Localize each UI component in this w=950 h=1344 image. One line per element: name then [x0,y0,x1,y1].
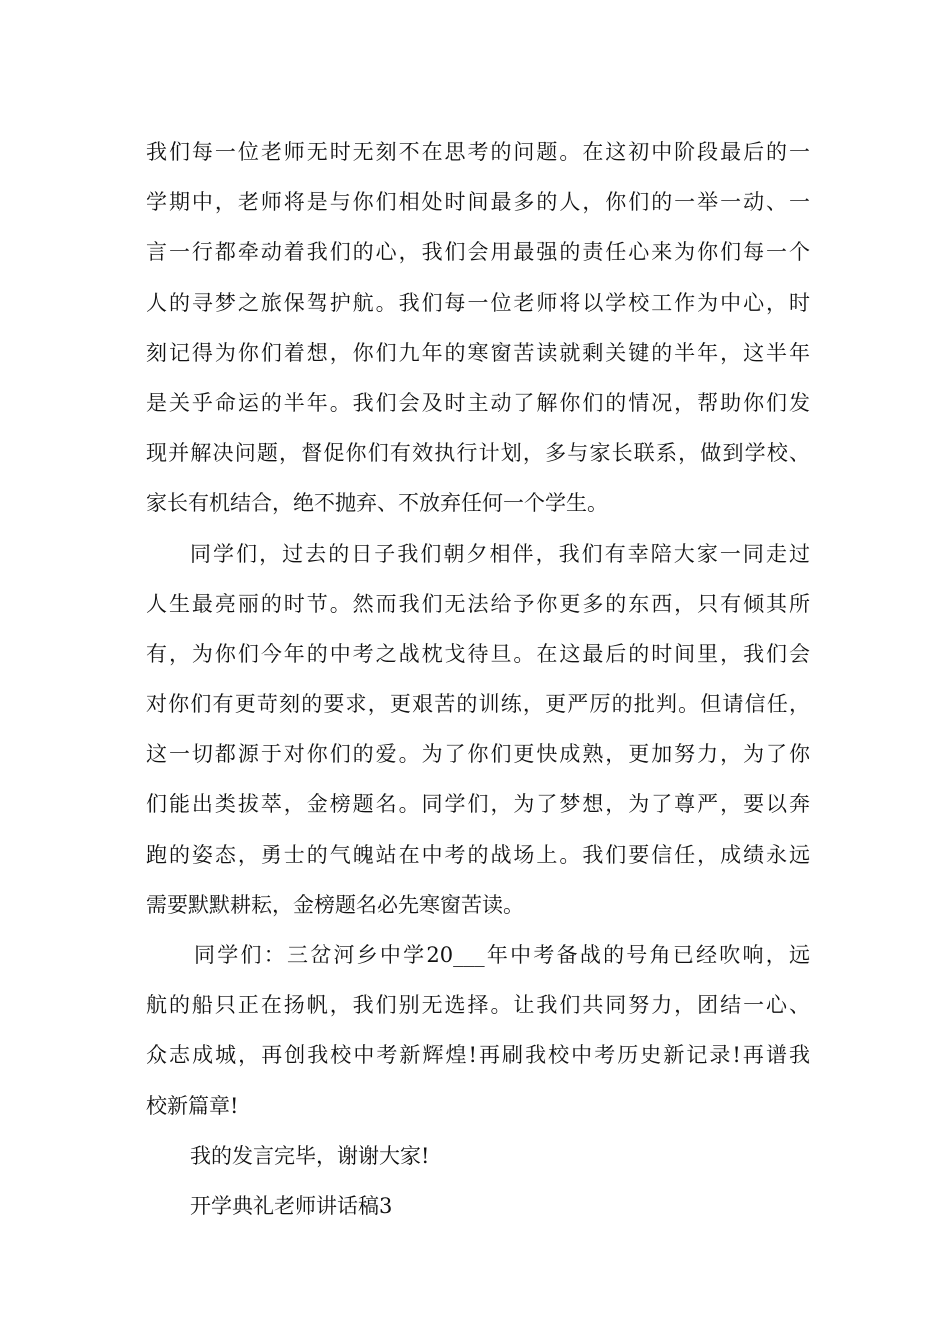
text-line: 这一切都源于对你们的爱。为了你们更快成熟，更加努力，为了你 [146,742,810,767]
text-line: 对你们有更苛刻的要求，更艰苦的训练，更严厉的批判。但请信任， [146,692,810,717]
text-line: 是关乎命运的半年。我们会及时主动了解你们的情况，帮助你们发 [146,390,810,415]
text-line: 们能出类拔萃，金榜题名。同学们，为了梦想，为了尊严，要以奔 [146,792,810,817]
paragraph-3 [146,930,810,1131]
text-line: 人的寻梦之旅保驾护航。我们每一位老师将以学校工作为中心，时 [146,290,810,315]
text-line: 需要默默耕耘，金榜题名必先寒窗苦读。 [146,892,524,917]
paragraph-2 [146,529,810,931]
text-line: 我们每一位老师无时无刻不在思考的问题。在这初中阶段最后的一 [146,140,810,164]
paragraph-4 [146,1131,810,1181]
text-line: 现并解决问题，督促你们有效执行计划，多与家长联系，做到学校、 [146,441,810,466]
text-line: 家长有机结合，绝不抛弃、不放弃任何一个学生。 [146,491,608,516]
paragraph-5-heading [146,1181,810,1231]
text-line: 我的发言完毕，谢谢大家! [190,1143,430,1168]
text-line: 跑的姿态，勇士的气魄站在中考的战场上。我们要信任，成绩永远 [146,842,810,867]
text-line: 校新篇章! [146,1093,239,1118]
document-body [146,127,810,1231]
text-line: 刻记得为你们着想，你们九年的寒窗苦读就剩关键的半年，这半年 [146,340,810,365]
text-line: 众志成城，再创我校中考新辉煌!再刷我校中考历史新记录!再谱我 [146,1043,810,1068]
text-line: 航的船只正在扬帆，我们别无选择。让我们共同努力，团结一心、 [146,993,810,1018]
paragraph-1 [146,127,810,529]
text-line: 同学们，过去的日子我们朝夕相伴，我们有幸陪大家一同走过 [190,541,810,566]
text-line: 学期中，老师将是与你们相处时间最多的人，你们的一举一动、一 [146,190,810,215]
text-line: 有，为你们今年的中考之战枕戈待旦。在这最后的时间里，我们会 [146,641,810,666]
text-line: 同学们：三岔河乡中学20___年中考备战的号角已经吹响，远 [194,943,810,967]
text-line: 人生最亮丽的时节。然而我们无法给予你更多的东西，只有倾其所 [146,591,810,616]
section-heading: 开学典礼老师讲话稿3 [190,1193,393,1218]
text-line: 言一行都牵动着我们的心，我们会用最强的责任心来为你们每一个 [146,240,810,265]
